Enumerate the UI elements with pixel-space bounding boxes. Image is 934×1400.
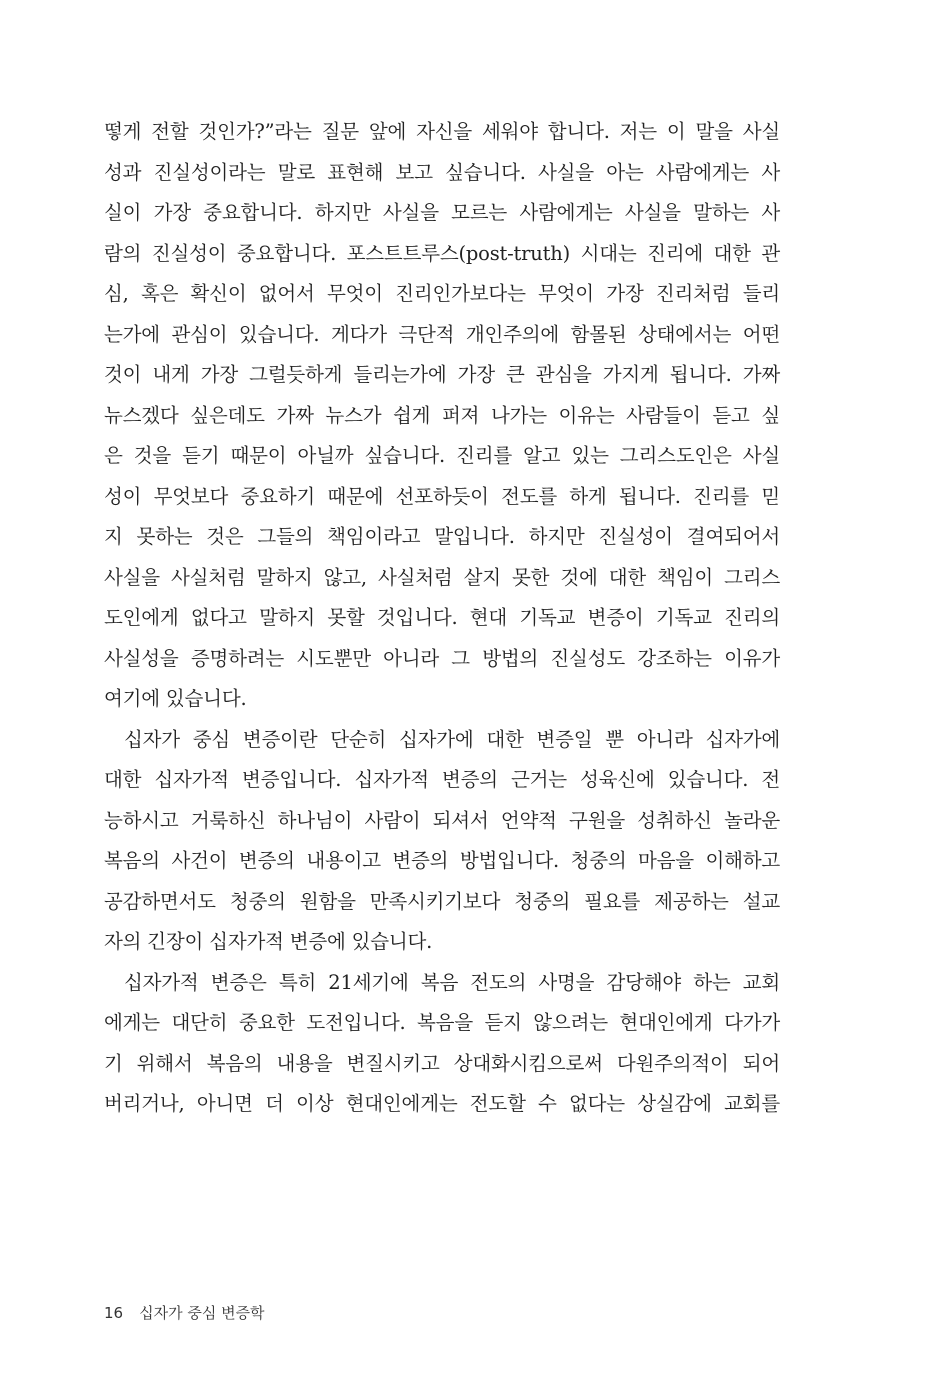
text-line: 도인에게 없다고 말하지 못할 것입니다. 현대 기독교 변증이 기독교 진리의 [104, 606, 780, 629]
text-line: 공감하면서도 청중의 원함을 만족시키기보다 청중의 필요를 제공하는 설교 [104, 889, 780, 913]
paragraph-first-line: 십자가 중심 변증이란 단순히 십자가에 대한 변증일 뿐 아니라 십자가에 [124, 727, 780, 751]
running-title: 십자가 중심 변증학 [139, 1304, 265, 1322]
text-line: 사실을 사실처럼 말하지 않고, 사실처럼 살지 못한 것에 대한 책임이 그리스 [104, 565, 780, 589]
text-line: 실이 가장 중요합니다. 하지만 사실을 모르는 사람에게는 사실을 말하는 사 [104, 201, 780, 224]
text-line: 기 위해서 복음의 내용을 변질시키고 상대화시킴으로써 다원주의적이 되어 [104, 1051, 780, 1075]
text-line: 성과 진실성이라는 말로 표현해 보고 싶습니다. 사실을 아는 사람에게는 사 [104, 160, 780, 184]
text-line: 자의 긴장이 십자가적 변증에 있습니다. [104, 930, 433, 953]
page-footer [104, 1302, 265, 1323]
text-line: 심, 혹은 확신이 없어서 무엇이 진리인가보다는 무엇이 가장 진리처럼 들리 [104, 282, 780, 305]
text-line: 은 것을 듣기 때문이 아닐까 싶습니다. 진리를 알고 있는 그리스도인은 사실 [104, 444, 780, 467]
body-text [104, 112, 780, 1125]
text-line: 여기에 있습니다. [104, 687, 247, 710]
text-line: 능하시고 거룩하신 하나님이 사람이 되셔서 언약적 구원을 성취하신 놀라운 [104, 808, 780, 832]
text-line: 사실성을 증명하려는 시도뿐만 아니라 그 방법의 진실성도 강조하는 이유가 [104, 646, 780, 670]
text-line: 는가에 관심이 있습니다. 게다가 극단적 개인주의에 함몰된 상태에서는 어떤 [104, 322, 780, 346]
text-line: 뉴스겠다 싶은데도 가짜 뉴스가 쉽게 퍼져 나가는 이유는 사람들이 듣고 싶 [104, 403, 780, 427]
text-line: 성이 무엇보다 중요하기 때문에 선포하듯이 전도를 하게 됩니다. 진리를 믿 [104, 484, 780, 508]
text-line: 에게는 대단히 중요한 도전입니다. 복음을 듣지 않으려는 현대인에게 다가가 [104, 1011, 780, 1034]
text-line: 복음의 사건이 변증의 내용이고 변증의 방법입니다. 청중의 마음을 이해하고 [104, 849, 780, 872]
text-line: 떻게 전할 것인가?”라는 질문 앞에 자신을 세워야 합니다. 저는 이 말을 사실 [104, 120, 780, 143]
paragraph-first-line: 십자가적 변증은 특히 21세기에 복음 전도의 사명을 감당해야 하는 교회 [124, 970, 780, 994]
text-line: 대한 십자가적 변증입니다. 십자가적 변증의 근거는 성육신에 있습니다. 전 [104, 768, 780, 791]
text-line: 것이 내게 가장 그럴듯하게 들리는가에 가장 큰 관심을 가지게 됩니다. 가짜 [104, 363, 780, 386]
text-line: 지 못하는 것은 그들의 책임이라고 말입니다. 하지만 진실성이 결여되어서 [104, 525, 780, 548]
page-number: 16 [104, 1304, 124, 1322]
text-line: 버리거나, 아니면 더 이상 현대인에게는 전도할 수 없다는 상실감에 교회를 [104, 1092, 780, 1115]
text-line: 람의 진실성이 중요합니다. 포스트트루스(post-truth) 시대는 진리에 대한 관 [104, 241, 780, 265]
